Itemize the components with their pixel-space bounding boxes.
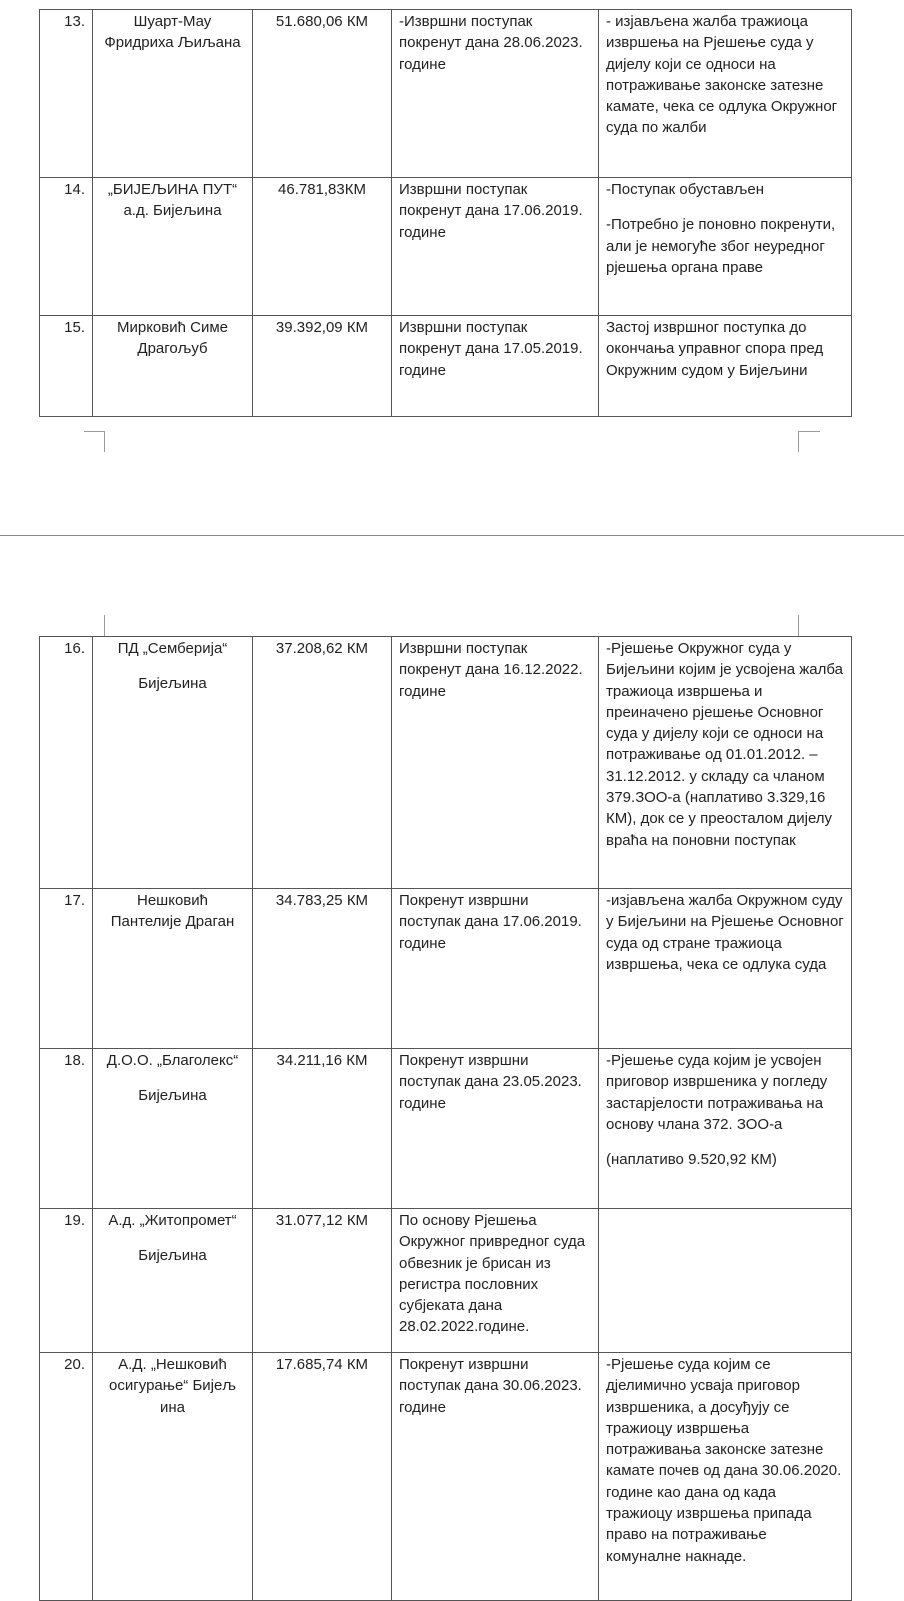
row-number: 19. xyxy=(40,1209,93,1353)
table-row xyxy=(40,1353,852,1601)
status-note: - изјављена жалба тражиоца извршења на Рјешење суда у дијелу који се односи на потраживање законске затезне камате, чека се одлука Окружног суда по жалби xyxy=(606,13,838,137)
table-row xyxy=(40,889,852,1049)
debtor-name-cell xyxy=(93,316,253,417)
crop-mark-top-left xyxy=(104,615,105,636)
status-note: -Рјешење суда којим је усвојен приговор извршеника у погледу застарјелости потраживања на основу члана 372. ЗОО-а xyxy=(606,1052,828,1133)
row-number: 17. xyxy=(40,889,93,1049)
debt-amount: 34.211,16 КМ xyxy=(253,1049,392,1209)
debtor-name: А.Д. „Нешковић осигурање“ Бијељ ина xyxy=(109,1356,236,1416)
debt-amount: 34.783,25 КМ xyxy=(253,889,392,1049)
status-cell xyxy=(599,889,852,1049)
status-note: Застој извршног поступка до окончања управног спора пред Окружним судом у Бијељини xyxy=(606,319,824,379)
debt-amount: 51.680,06 КМ xyxy=(253,10,392,178)
row-number: 13. xyxy=(40,10,93,178)
debtor-name: Мирковић Симе Драгољуб xyxy=(116,319,228,358)
row-number: 16. xyxy=(40,637,93,889)
row-number: 18. xyxy=(40,1049,93,1209)
debtor-name-cell xyxy=(93,178,253,316)
debtors-table-continued xyxy=(39,9,852,417)
table-row xyxy=(40,1049,852,1209)
status-cell xyxy=(599,1049,852,1209)
status-cell xyxy=(599,316,852,417)
status-note: -Поступак обустављен xyxy=(606,181,765,198)
row-number: 20. xyxy=(40,1353,93,1601)
page-break-divider xyxy=(0,535,904,536)
debtor-name: Бијељина xyxy=(138,675,207,693)
table-body-top xyxy=(40,10,852,417)
status-cell xyxy=(599,1353,852,1601)
status-note: -Рјешење суда којим се дјелимично усваја приговор извршеника, а досуђују се тражиоцу извршења потраживања законске затезне камате почев од дана 30.06.2020. године као дана од када тражиоцу извршења припада право на потраживање комуналне накнаде. xyxy=(606,1356,842,1565)
status-cell xyxy=(599,637,852,889)
debtor-name-cell xyxy=(93,637,253,889)
status-cell xyxy=(599,1209,852,1353)
debtors-table xyxy=(39,636,852,1601)
debtor-name-cell xyxy=(93,1209,253,1353)
procedure-cell: Покренут извршни поступак дана 17.06.2019. године xyxy=(392,889,599,1049)
table-row xyxy=(40,316,852,417)
procedure-cell: Извршни поступак покренут дана 17.06.2019. године xyxy=(392,178,599,316)
table-row xyxy=(40,10,852,178)
procedure-cell: Покренут извршни поступак дана 30.06.2023. године xyxy=(392,1353,599,1601)
procedure-cell: Извршни поступак покренут дана 17.05.2019. године xyxy=(392,316,599,417)
debtor-name-cell xyxy=(93,889,253,1049)
status-note: -Рјешење Окружног суда у Бијељини којим је усвојена жалба тражиоца извршења и преиначено рјешење Основног суда у дијелу који се односи на потраживање од 01.01.2012. – 31.12.2012. у складу са чланом 379.ЗОО-а (наплативо 3.329,16 КМ), док се у преосталом дијелу враћа на поновни поступак xyxy=(606,640,843,849)
debtor-name: Нешковић Пантелије Драган xyxy=(110,892,235,931)
debt-amount: 31.077,12 КМ xyxy=(253,1209,392,1353)
crop-mark-bottom-right xyxy=(798,431,820,452)
procedure-cell: -Извршни поступак покренут дана 28.06.2023. године xyxy=(392,10,599,178)
table-body-bottom xyxy=(40,637,852,1601)
debt-amount: 37.208,62 КМ xyxy=(253,637,392,889)
debtor-name-cell xyxy=(93,10,253,178)
status-cell xyxy=(599,10,852,178)
debtor-name-cell xyxy=(93,1353,253,1601)
debtor-name: ПД „Семберија“ xyxy=(117,640,228,657)
table-row xyxy=(40,178,852,316)
debtor-name: Бијељина xyxy=(138,1087,207,1105)
debtor-name-cell xyxy=(93,1049,253,1209)
procedure-cell: Покренут извршни поступак дана 23.05.2023. године xyxy=(392,1049,599,1209)
crop-mark-top-right xyxy=(798,615,799,636)
status-note: (наплативо 9.520,92 КМ) xyxy=(606,1151,777,1169)
procedure-cell: Извршни поступак покренут дана 16.12.2022. године xyxy=(392,637,599,889)
debt-amount: 39.392,09 КМ xyxy=(253,316,392,417)
crop-mark-bottom-left xyxy=(84,431,105,452)
row-number: 14. xyxy=(40,178,93,316)
debt-amount: 17.685,74 КМ xyxy=(253,1353,392,1601)
table-row xyxy=(40,1209,852,1353)
debtor-name: Бијељина xyxy=(138,1247,207,1265)
row-number: 15. xyxy=(40,316,93,417)
procedure-cell: По основу Рјешења Окружног привредног суда обвезник је брисан из регистра пословних субјеката дана 28.02.2022.године. xyxy=(392,1209,599,1353)
status-note: -изјављена жалба Окружном суду у Бијељини на Рјешење Основног суда од стране тражиоца извршења, чека се одлука суда xyxy=(606,892,844,973)
status-note: -Потребно је поновно покренути, али је немогуће због неуредног рјешења органа праве xyxy=(606,216,836,276)
debt-amount: 46.781,83КМ xyxy=(253,178,392,316)
debtor-name: „БИЈЕЉИНА ПУТ“ а.д. Бијељина xyxy=(107,181,238,220)
status-cell xyxy=(599,178,852,316)
debtor-name: А.д. „Житопромет“ xyxy=(108,1212,237,1229)
debtor-name: Д.О.О. „Благолекс“ xyxy=(106,1052,239,1069)
debtor-name: Шуарт-Мау Фридриха Љиљана xyxy=(104,13,241,52)
table-row xyxy=(40,637,852,889)
